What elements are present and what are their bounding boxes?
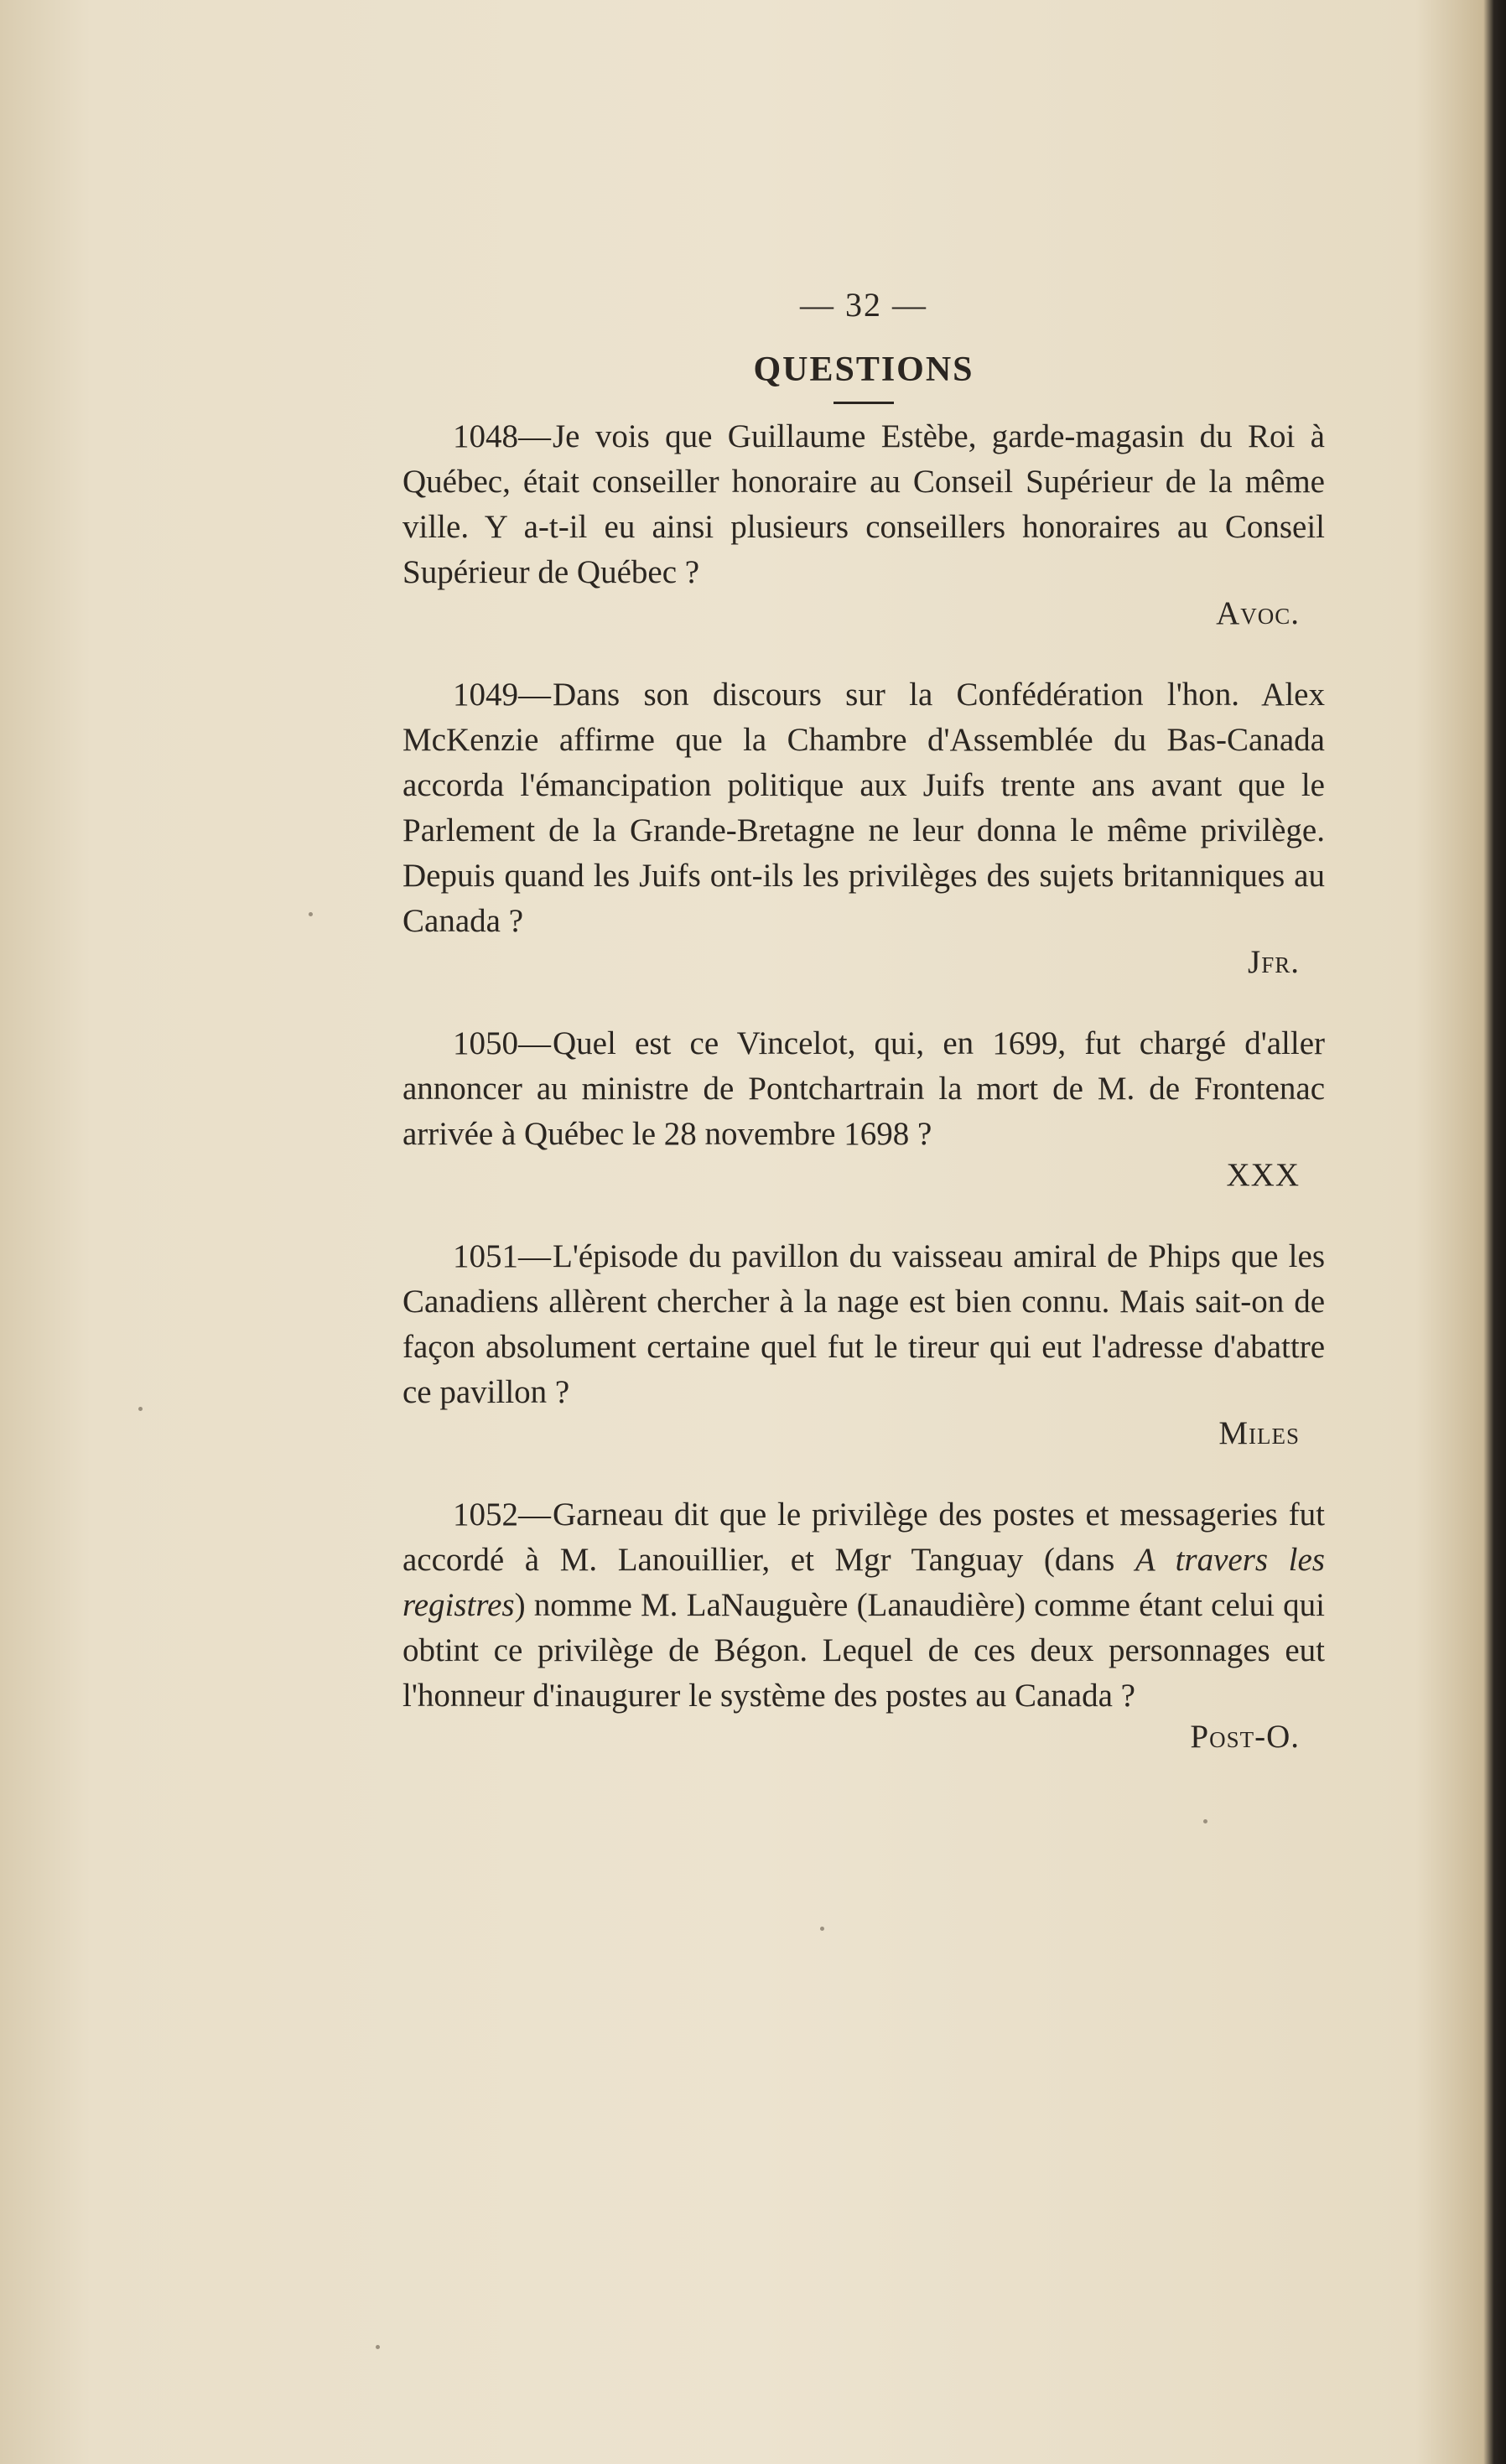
question-text	[402, 1492, 1325, 1719]
question-signature: XXX	[1226, 1157, 1300, 1193]
question-number: 1051—	[453, 1238, 551, 1274]
question-body: Quel est ce Vincelot, qui, en 1699, fut chargé d'aller annoncer au ministre de Pontchartrain la mort de M. de Frontenac arrivée à Québec le 28 novembre 1698 ?	[402, 1025, 1325, 1152]
question-body-before-italic: Garneau dit que le privilège des postes et messageries fut accordé à M. Lanouillier, et Mgr Tanguay (dans	[402, 1497, 1325, 1578]
question-text	[402, 1021, 1325, 1157]
question-1048	[402, 414, 1325, 635]
question-text	[402, 672, 1325, 944]
section-title: QUESTIONS	[753, 350, 974, 389]
question-signature: Post-O.	[1190, 1719, 1300, 1755]
question-number: 1050—	[453, 1025, 551, 1061]
question-text	[402, 1234, 1325, 1415]
question-body: Je vois que Guillaume Estèbe, garde-magasin du Roi à Québec, était conseiller honoraire au Conseil Supérieur de la même ville. Y a-t-il eu ainsi plusieurs conseillers honoraires au Conseil Supérieur de Québec ?	[402, 418, 1325, 590]
question-signature: Miles	[1218, 1415, 1300, 1451]
book-title-italic: A travers les registres	[402, 1542, 1325, 1623]
question-signature: Jfr.	[1248, 944, 1300, 980]
paper-speck	[309, 912, 313, 916]
question-body: Dans son discours sur la Confédération l'hon. Alex McKenzie affirme que la Chambre d'Assemblée du Bas-Canada accorda l'émancipation politique aux Juifs trente ans avant que le Parlement de la Grande-Bretagne ne leur donna le même privilège. Depuis quand les Juifs ont-ils les privilèges des sujets britanniques au Canada ?	[402, 677, 1325, 939]
question-body-after-italic: ) nomme M. LaNauguère (Lanaudière) comme étant celui qui obtint ce privilège de Bégon. Lequel de ces deux personnages eut l'honneur d'inaugurer le système des postes au Canada ?	[402, 1587, 1325, 1714]
title-rule	[833, 402, 894, 404]
question-1052	[402, 1492, 1325, 1759]
paper-speck	[138, 1407, 143, 1411]
text-column	[402, 285, 1325, 1796]
question-text	[402, 414, 1325, 595]
question-body: L'épisode du pavillon du vaisseau amiral de Phips que les Canadiens allèrent chercher à la nage est bien connu. Mais sait-on de façon absolument certaine quel fut le tireur qui eut l'adresse d'abattre ce pavillon ?	[402, 1238, 1325, 1410]
question-1049	[402, 672, 1325, 984]
paper-speck	[1203, 1819, 1207, 1823]
question-1051	[402, 1234, 1325, 1455]
paper-speck	[376, 2345, 380, 2349]
paper-speck	[820, 1927, 824, 1931]
question-number: 1048—	[453, 418, 551, 454]
question-1050	[402, 1021, 1325, 1197]
question-signature: Avoc.	[1216, 595, 1300, 631]
question-number: 1049—	[453, 677, 551, 713]
question-number: 1052—	[453, 1497, 551, 1533]
page-number: — 32 —	[800, 286, 927, 324]
